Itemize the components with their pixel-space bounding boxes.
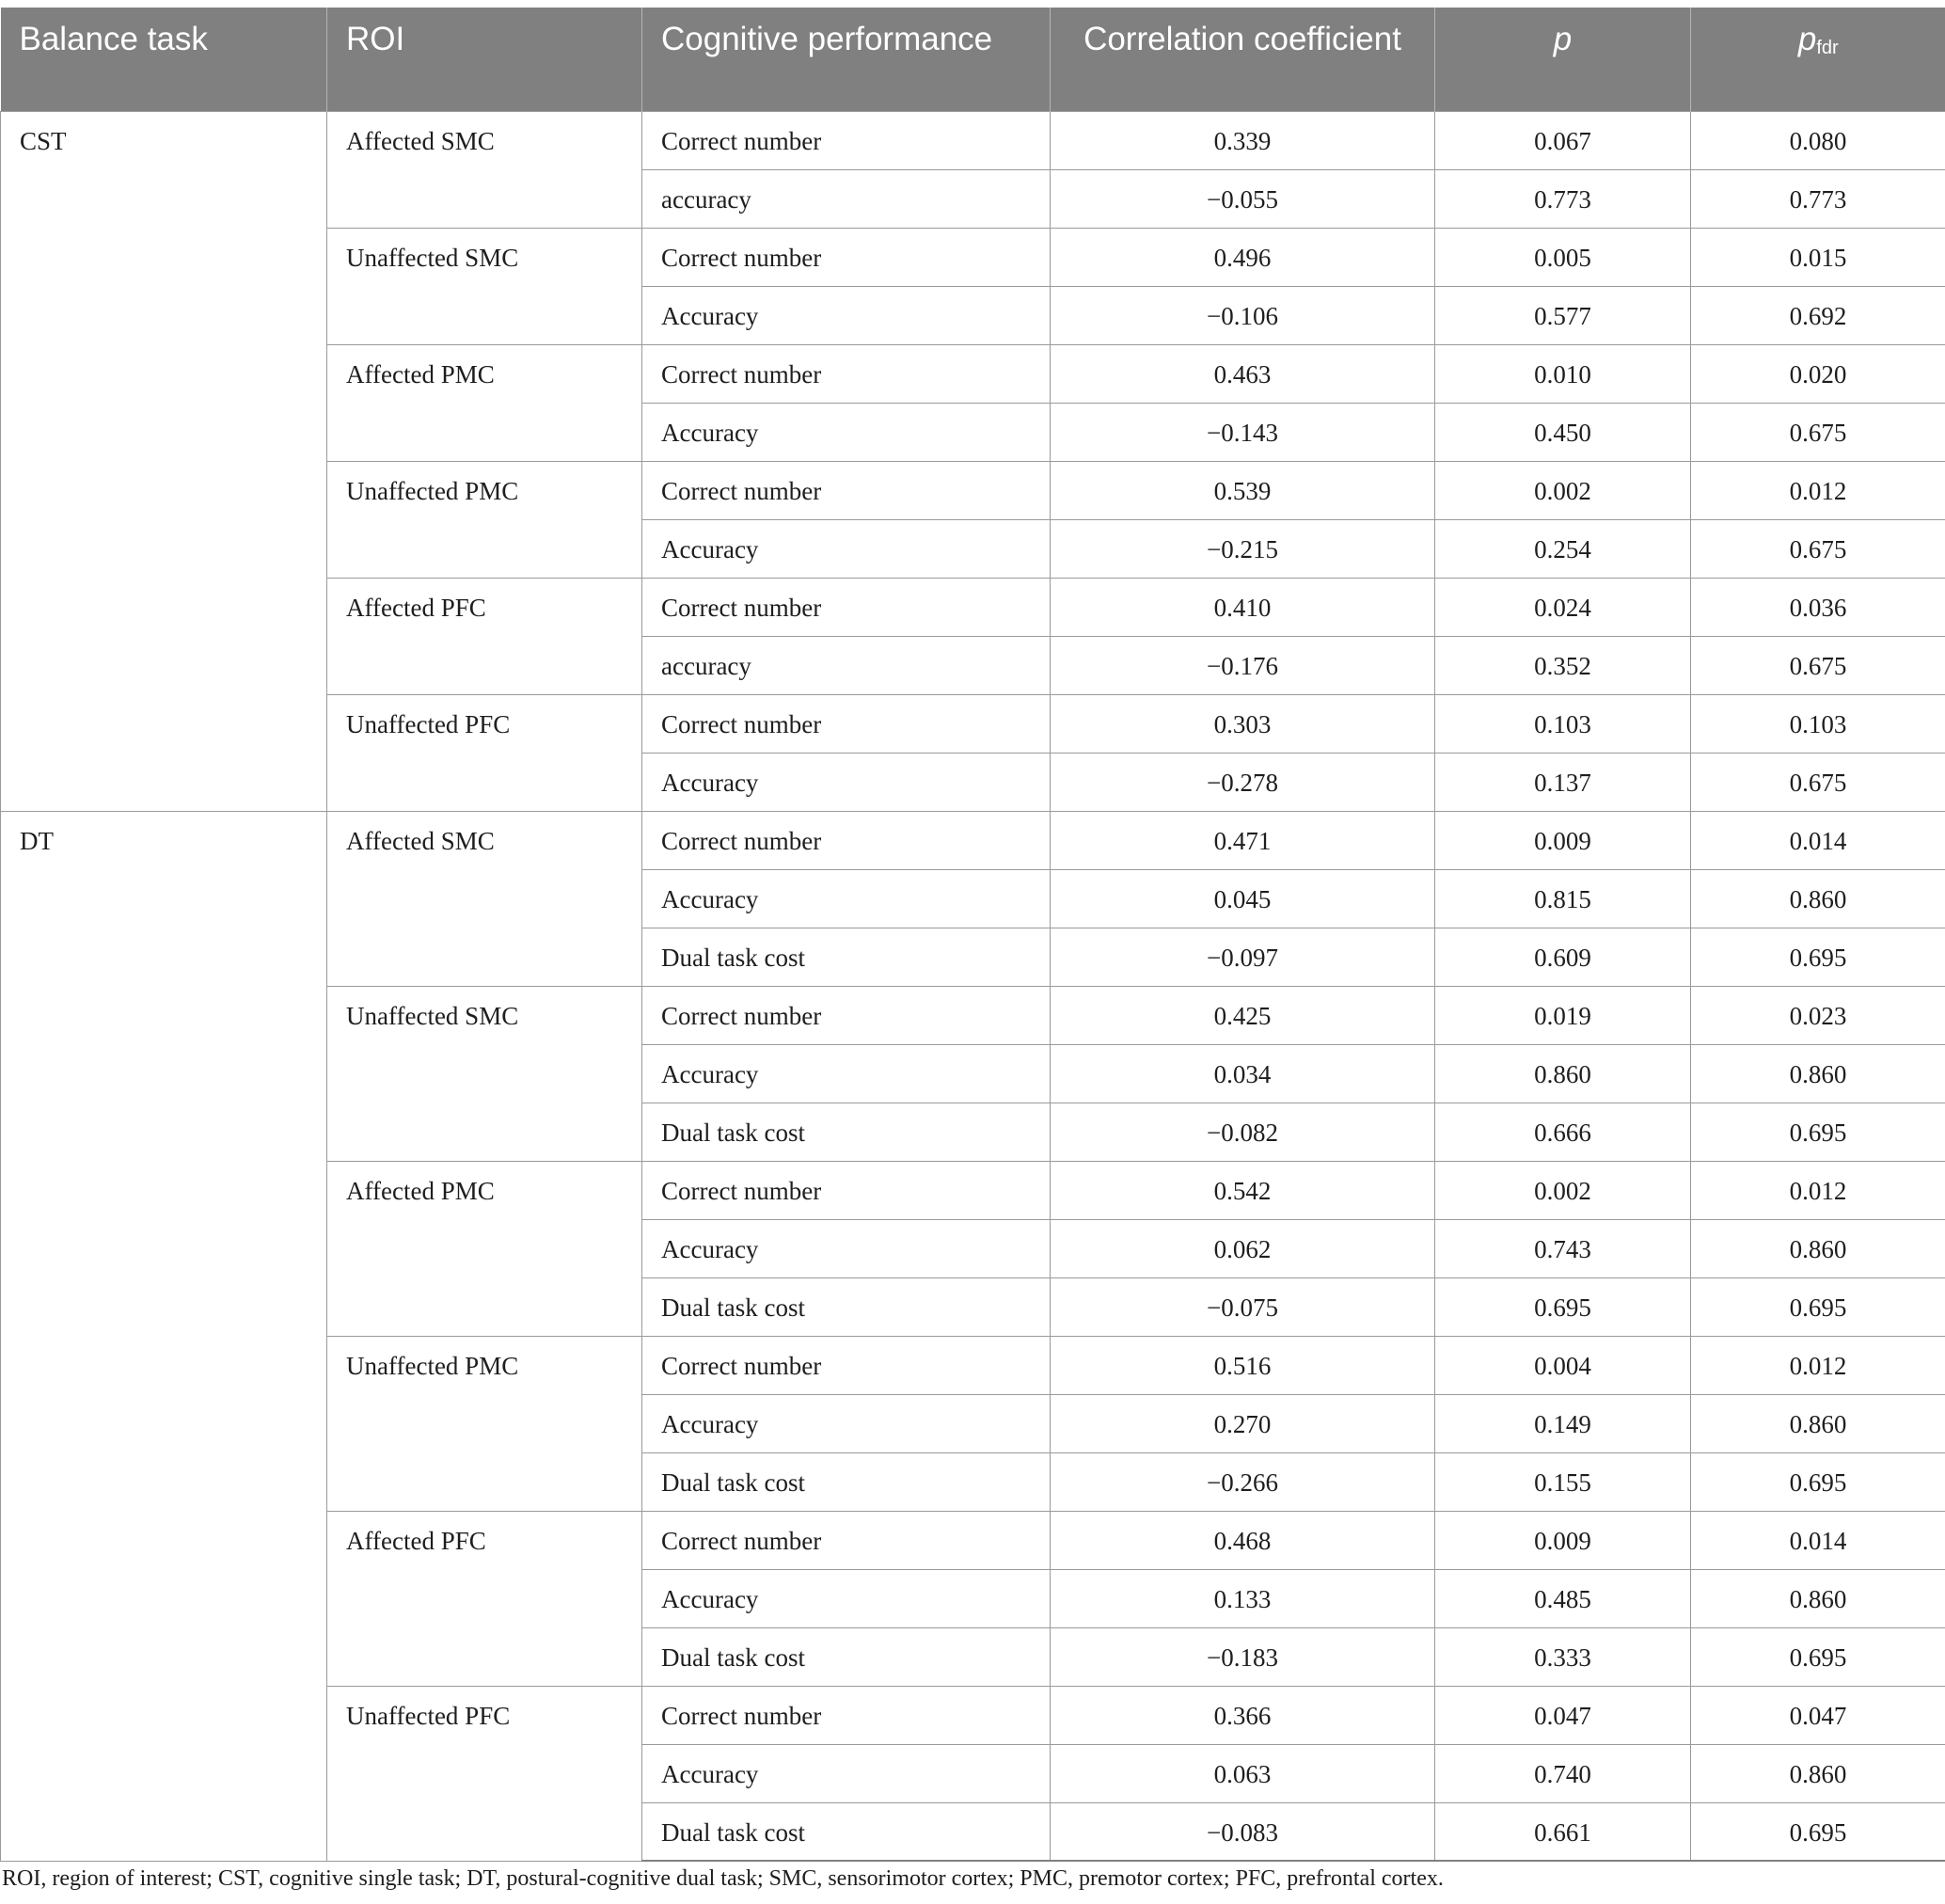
cognitive-performance-cell: Dual task cost [642,1277,1051,1336]
balance-task-cell: CST [1,111,327,811]
roi-cell: Unaffected SMC [327,228,642,344]
cognitive-performance-cell: Accuracy [642,753,1051,811]
correlation-coefficient-cell: 0.303 [1051,694,1435,753]
cognitive-performance-cell: accuracy [642,169,1051,228]
cognitive-performance-cell: Accuracy [642,1044,1051,1103]
p-fdr-cell: 0.692 [1691,286,1945,344]
table-footnote: ROI, region of interest; CST, cognitive single task; DT, postural-cognitive dual task; SMC, sensorimotor cortex; PMC, premotor cortex; PFC, prefrontal cortex. [2,1866,1444,1891]
p-value-cell: 0.333 [1435,1627,1691,1686]
cognitive-performance-cell: Accuracy [642,519,1051,578]
p-value-cell: 0.047 [1435,1686,1691,1744]
p-fdr-cell: 0.860 [1691,869,1945,928]
cognitive-performance-cell: Dual task cost [642,1627,1051,1686]
correlation-coefficient-cell: 0.034 [1051,1044,1435,1103]
cognitive-performance-cell: Accuracy [642,1744,1051,1802]
roi-cell: Affected SMC [327,111,642,228]
p-value-cell: 0.002 [1435,461,1691,519]
p-value-cell: 0.005 [1435,228,1691,286]
p-fdr-cell: 0.695 [1691,1802,1945,1861]
roi-cell: Unaffected SMC [327,986,642,1161]
correlation-coefficient-cell: −0.266 [1051,1452,1435,1511]
correlation-coefficient-cell: 0.425 [1051,986,1435,1044]
cognitive-performance-cell: Dual task cost [642,1103,1051,1161]
p-value-cell: 0.254 [1435,519,1691,578]
correlation-coefficient-cell: 0.542 [1051,1161,1435,1219]
header-roi: ROI [327,8,642,111]
p-fdr-cell: 0.103 [1691,694,1945,753]
correlation-coefficient-cell: −0.106 [1051,286,1435,344]
p-fdr-cell: 0.860 [1691,1394,1945,1452]
header-correlation-coefficient: Correlation coefficient [1051,8,1435,111]
p-fdr-cell: 0.860 [1691,1219,1945,1277]
p-fdr-cell: 0.675 [1691,753,1945,811]
p-fdr-cell: 0.860 [1691,1044,1945,1103]
correlation-coefficient-cell: −0.215 [1051,519,1435,578]
p-fdr-cell: 0.675 [1691,519,1945,578]
correlation-table [0,8,1945,1862]
correlation-coefficient-cell: 0.468 [1051,1511,1435,1569]
header-balance-task: Balance task [1,8,327,111]
roi-cell: Affected PFC [327,578,642,694]
cognitive-performance-cell: Accuracy [642,1394,1051,1452]
correlation-coefficient-cell: −0.075 [1051,1277,1435,1336]
cognitive-performance-cell: Accuracy [642,1219,1051,1277]
cognitive-performance-cell: Accuracy [642,403,1051,461]
p-value-cell: 0.577 [1435,286,1691,344]
correlation-coefficient-cell: 0.270 [1051,1394,1435,1452]
correlation-coefficient-cell: −0.055 [1051,169,1435,228]
cognitive-performance-cell: Accuracy [642,1569,1051,1627]
roi-cell: Affected SMC [327,811,642,986]
correlation-coefficient-cell: −0.083 [1051,1802,1435,1861]
correlation-coefficient-cell: 0.366 [1051,1686,1435,1744]
roi-cell: Unaffected PMC [327,1336,642,1511]
balance-task-cell: DT [1,811,327,1861]
p-value-cell: 0.019 [1435,986,1691,1044]
correlation-coefficient-cell: 0.516 [1051,1336,1435,1394]
p-fdr-cell: 0.012 [1691,461,1945,519]
p-fdr-cell: 0.023 [1691,986,1945,1044]
p-value-cell: 0.009 [1435,811,1691,869]
cognitive-performance-cell: Accuracy [642,286,1051,344]
p-value-cell: 0.010 [1435,344,1691,403]
p-fdr-cell: 0.860 [1691,1569,1945,1627]
cognitive-performance-cell: Correct number [642,1511,1051,1569]
p-value-cell: 0.155 [1435,1452,1691,1511]
cognitive-performance-cell: Correct number [642,811,1051,869]
correlation-coefficient-cell: 0.496 [1051,228,1435,286]
p-value-cell: 0.352 [1435,636,1691,694]
header-p-fdr [1691,8,1945,111]
cognitive-performance-cell: Dual task cost [642,928,1051,986]
p-value-cell: 0.450 [1435,403,1691,461]
p-value-cell: 0.009 [1435,1511,1691,1569]
cognitive-performance-cell: Correct number [642,694,1051,753]
p-fdr-cell: 0.695 [1691,1627,1945,1686]
p-value-cell: 0.485 [1435,1569,1691,1627]
cognitive-performance-cell: Correct number [642,1686,1051,1744]
correlation-coefficient-cell: −0.143 [1051,403,1435,461]
cognitive-performance-cell: Correct number [642,1336,1051,1394]
p-fdr-cell: 0.675 [1691,403,1945,461]
correlation-coefficient-cell: 0.539 [1051,461,1435,519]
p-fdr-cell: 0.695 [1691,1452,1945,1511]
header-p-label: p [1553,21,1573,57]
correlation-coefficient-cell: 0.339 [1051,111,1435,169]
header-cognitive-performance: Cognitive performance [642,8,1051,111]
cognitive-performance-cell: Dual task cost [642,1802,1051,1861]
p-fdr-cell: 0.012 [1691,1336,1945,1394]
roi-cell: Affected PMC [327,344,642,461]
correlation-coefficient-cell: 0.045 [1051,869,1435,928]
correlation-table-container [0,8,1945,1862]
correlation-coefficient-cell: 0.463 [1051,344,1435,403]
p-value-cell: 0.067 [1435,111,1691,169]
header-row [1,8,1945,111]
header-p-fdr-label: p [1797,21,1817,57]
p-fdr-cell: 0.860 [1691,1744,1945,1802]
p-fdr-cell: 0.773 [1691,169,1945,228]
p-fdr-cell: 0.020 [1691,344,1945,403]
p-fdr-cell: 0.080 [1691,111,1945,169]
p-value-cell: 0.773 [1435,169,1691,228]
p-fdr-cell: 0.695 [1691,1103,1945,1161]
cognitive-performance-cell: Accuracy [642,869,1051,928]
table-header [1,8,1945,111]
p-value-cell: 0.743 [1435,1219,1691,1277]
correlation-coefficient-cell: −0.097 [1051,928,1435,986]
p-value-cell: 0.815 [1435,869,1691,928]
cognitive-performance-cell: Correct number [642,461,1051,519]
p-value-cell: 0.740 [1435,1744,1691,1802]
correlation-coefficient-cell: 0.133 [1051,1569,1435,1627]
roi-cell: Affected PMC [327,1161,642,1336]
p-value-cell: 0.149 [1435,1394,1691,1452]
p-fdr-cell: 0.014 [1691,1511,1945,1569]
correlation-coefficient-cell: 0.063 [1051,1744,1435,1802]
p-value-cell: 0.661 [1435,1802,1691,1861]
p-fdr-cell: 0.695 [1691,1277,1945,1336]
p-fdr-cell: 0.014 [1691,811,1945,869]
p-fdr-cell: 0.036 [1691,578,1945,636]
roi-cell: Unaffected PMC [327,461,642,578]
header-p-fdr-subscript: fdr [1816,38,1839,58]
cognitive-performance-cell: Dual task cost [642,1452,1051,1511]
cognitive-performance-cell: Correct number [642,1161,1051,1219]
cognitive-performance-cell: Correct number [642,228,1051,286]
cognitive-performance-cell: Correct number [642,578,1051,636]
p-value-cell: 0.004 [1435,1336,1691,1394]
p-value-cell: 0.860 [1435,1044,1691,1103]
p-fdr-cell: 0.015 [1691,228,1945,286]
p-value-cell: 0.666 [1435,1103,1691,1161]
p-value-cell: 0.002 [1435,1161,1691,1219]
p-fdr-cell: 0.012 [1691,1161,1945,1219]
correlation-coefficient-cell: 0.062 [1051,1219,1435,1277]
roi-cell: Affected PFC [327,1511,642,1686]
correlation-coefficient-cell: 0.471 [1051,811,1435,869]
cognitive-performance-cell: Correct number [642,986,1051,1044]
p-fdr-cell: 0.675 [1691,636,1945,694]
p-value-cell: 0.609 [1435,928,1691,986]
table-body [1,111,1945,1861]
roi-cell: Unaffected PFC [327,694,642,811]
correlation-coefficient-cell: 0.410 [1051,578,1435,636]
correlation-coefficient-cell: −0.082 [1051,1103,1435,1161]
p-value-cell: 0.695 [1435,1277,1691,1336]
header-p [1435,8,1691,111]
p-fdr-cell: 0.047 [1691,1686,1945,1744]
p-value-cell: 0.103 [1435,694,1691,753]
cognitive-performance-cell: Correct number [642,344,1051,403]
table-row [1,111,1945,169]
correlation-coefficient-cell: −0.183 [1051,1627,1435,1686]
table-row [1,811,1945,869]
p-fdr-cell: 0.695 [1691,928,1945,986]
p-value-cell: 0.024 [1435,578,1691,636]
cognitive-performance-cell: Correct number [642,111,1051,169]
correlation-coefficient-cell: −0.176 [1051,636,1435,694]
cognitive-performance-cell: accuracy [642,636,1051,694]
roi-cell: Unaffected PFC [327,1686,642,1861]
p-value-cell: 0.137 [1435,753,1691,811]
correlation-coefficient-cell: −0.278 [1051,753,1435,811]
